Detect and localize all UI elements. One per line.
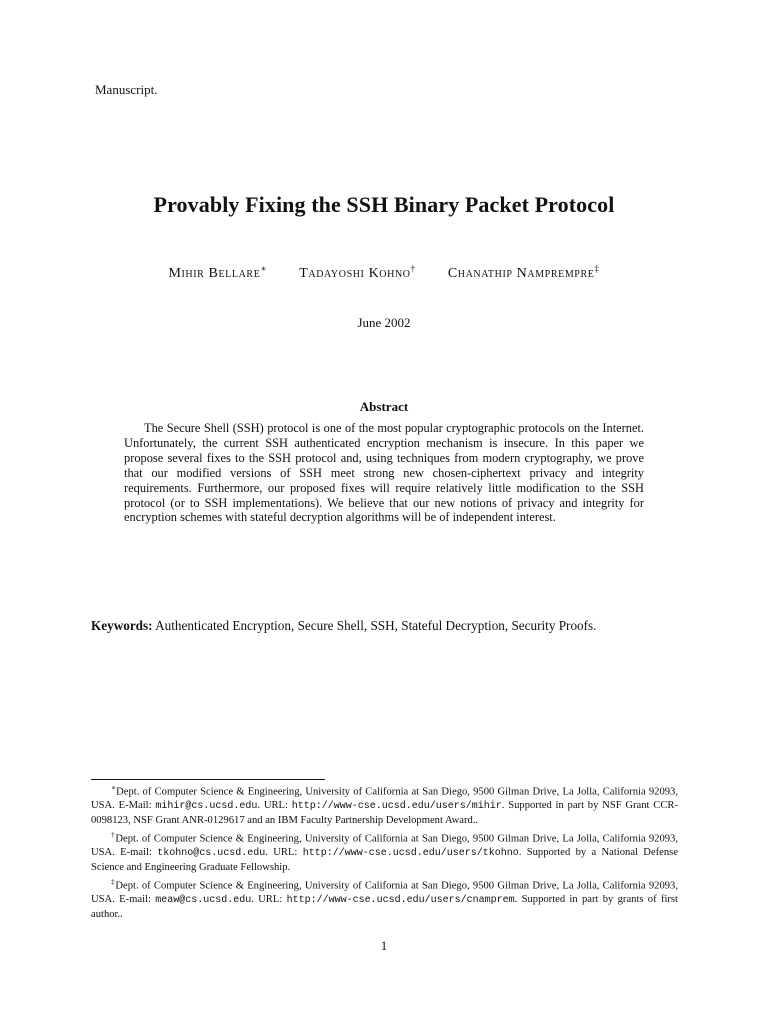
author-mark: † <box>410 263 416 273</box>
footnote-affiliation: Dept. of Computer Science & Engineering, University of California at San Diego, 9500 Gilman Drive, La Jolla, California 92093, USA. E-mail: <box>91 833 679 859</box>
footnote-support: . Supported in part by NSF Grant CCR-0098123, NSF Grant ANR-0129617 and an IBM Faculty Partnership Development Award.. <box>91 800 679 827</box>
footnote-support: . Supported by a National Defense Science and Engineering Graduate Fellowship. <box>91 847 679 874</box>
author-mark: ∗ <box>260 263 268 273</box>
page-number: 1 <box>380 938 388 953</box>
footnote-email[interactable]: meaw@cs.ucsd.edu <box>155 895 252 907</box>
author-name: Mihir Bellare <box>168 265 261 281</box>
footnote-url-label: . URL: <box>257 800 292 812</box>
footnote-url-label: . URL: <box>265 847 303 859</box>
footnote-mark: ∗ <box>111 783 117 792</box>
footnote-url[interactable]: http://www-cse.ucsd.edu/users/cnamprem <box>286 895 515 907</box>
author-mark: ‡ <box>594 263 600 273</box>
author-namprempre <box>447 263 600 281</box>
publication-date: June 2002 <box>357 315 411 330</box>
footnotes <box>91 781 678 922</box>
paper-title: Provably Fixing the SSH Binary Packet Protocol <box>153 192 615 217</box>
footnote-affiliation: Dept. of Computer Science & Engineering, University of California at San Diego, 9500 Gilman Drive, La Jolla, California 92093, USA. E-Mail: <box>91 786 678 812</box>
footnote-kohno <box>91 828 678 875</box>
footnote-bellare <box>91 781 678 828</box>
manuscript-label: Manuscript. <box>95 82 158 97</box>
abstract-body: The Secure Shell (SSH) protocol is one of the most popular cryptographic protocols on the Internet. Unfortunately, the current SSH authenticated encryption mechanism is insecure. In this paper we propose several fixes to the SSH protocol and, using techniques from modern cryptography, we prove that our modified versions of SSH meet strong new chosen-ciphertext privacy and integrity requirements. Furthermore, our proposed fixes will require relatively little modification to the SSH protocol (or to SSH implementations). We believe that our new notions of privacy and integrity for encryption schemes with stateful decryption algorithms will be of independent interest. <box>124 421 644 525</box>
abstract-heading: Abstract <box>359 399 409 414</box>
keywords-label: Keywords: <box>91 618 153 633</box>
footnote-namprempre <box>91 875 678 922</box>
footnote-mark: † <box>111 829 116 839</box>
author-name: Tadayoshi Kohno <box>299 265 411 281</box>
footnote-mark: ‡ <box>111 876 116 886</box>
author-kohno <box>299 263 416 281</box>
footnote-email[interactable]: tkohno@cs.ucsd.edu <box>157 848 266 860</box>
footnote-url[interactable]: http://www-cse.ucsd.edu/users/tkohno <box>302 848 519 860</box>
footnote-affiliation: Dept. of Computer Science & Engineering, University of California at San Diego, 9500 Gilman Drive, La Jolla, California 92093, USA. E-mail: <box>91 880 679 906</box>
keywords-text: Authenticated Encryption, Secure Shell, SSH, Stateful Decryption, Security Proofs. <box>155 618 597 633</box>
footnote-url-label: . URL: <box>251 894 287 906</box>
footnote-url[interactable]: http://www-cse.ucsd.edu/users/mihir <box>291 801 502 813</box>
footnote-support: . Supported in part by grants of first author.. <box>91 894 678 920</box>
keywords <box>91 618 691 634</box>
author-name: Chanathip Namprempre <box>447 265 595 281</box>
author-list <box>0 263 768 282</box>
footnote-email[interactable]: mihir@cs.ucsd.edu <box>155 801 258 813</box>
footnote-divider <box>91 779 325 780</box>
author-bellare <box>168 263 268 281</box>
